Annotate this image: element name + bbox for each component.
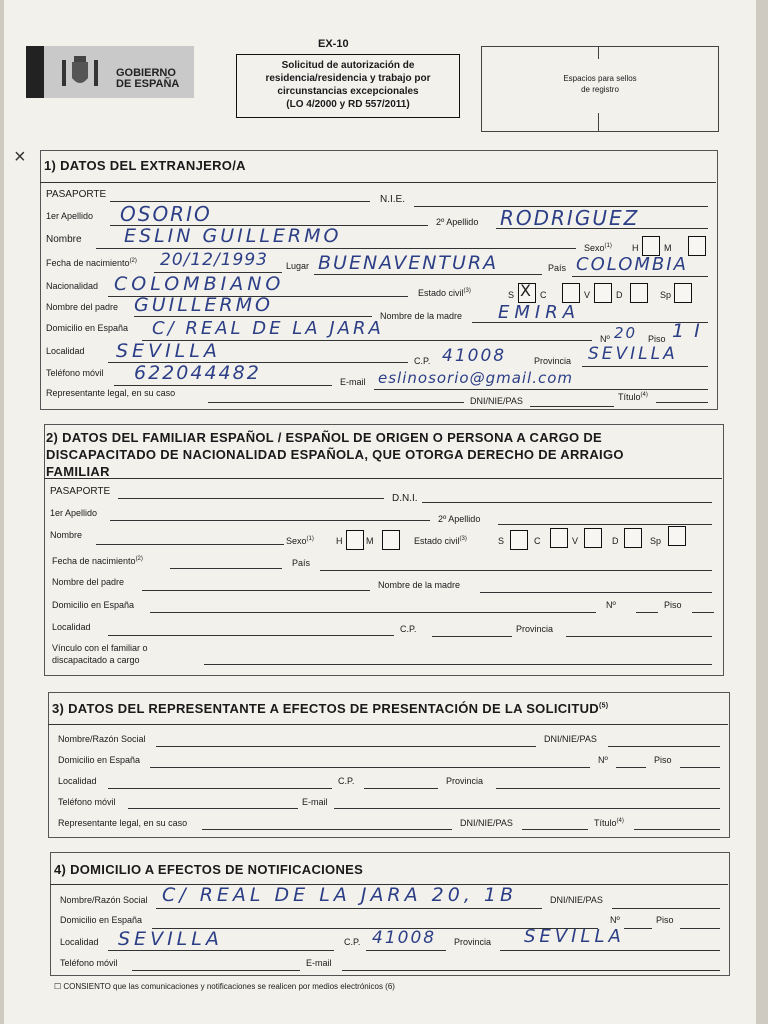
s1-padre-label: Nombre del padre [46,302,119,312]
s1-estado-sp-box[interactable] [674,283,692,303]
section-3-title [52,701,608,716]
s3-telefono-field[interactable] [128,808,298,809]
s2-vinculo-label-2: discapacitado a cargo [52,655,140,665]
s1-sexo-m-box[interactable] [688,236,706,256]
title-line-3: circunstancias excepcionales [277,86,419,97]
s4-piso-field[interactable] [680,928,720,929]
s4-nombre-field[interactable] [156,908,542,909]
s2-sexo-label [286,536,314,546]
s3-dni-field[interactable] [608,746,720,747]
s2-estado-s-box[interactable] [510,530,528,550]
s1-c-label: C [540,290,547,300]
s3-nombre-label: Nombre/Razón Social [58,734,146,744]
s2-fecha-sup: (2) [135,556,143,562]
s3-representante-field[interactable] [202,829,452,830]
s1-domicilio-label: Domicilio en España [46,323,129,333]
s1-d-label: D [616,290,623,300]
s1-sp-label: Sp [660,290,672,300]
s1-nombre-value: ESLIN GUILLERMO [124,225,342,247]
s1-pais-value: COLOMBIA [576,254,688,275]
consent-checkbox-text[interactable]: ☐ CONSIENTO que las comunicaciones y notificaciones se realicen por medios electrónicos (6) [54,982,395,991]
s1-provincia-field[interactable] [582,366,708,367]
s2-madre-label: Nombre de la madre [378,580,461,590]
s4-localidad-field[interactable] [108,950,334,951]
s3-dni2-field[interactable] [522,829,588,830]
s1-apellido1-label: 1er Apellido [46,211,94,221]
s1-nombre-field[interactable] [96,248,576,249]
gov-line-1: GOBIERNO [116,67,176,79]
s3-localidad-label: Localidad [58,776,97,786]
s1-estado-d-box[interactable] [630,283,648,303]
s1-fecha-value: 20/12/1993 [160,250,268,270]
s1-sexo-sup: (1) [604,243,612,249]
s1-lugar-field[interactable] [314,274,542,275]
s3-numero-field[interactable] [616,767,646,768]
s1-sexo-label [584,243,612,253]
s1-madre-label: Nombre de la madre [380,311,463,321]
s1-dni-field[interactable] [530,406,614,407]
s1-cp-label: C.P. [414,356,431,366]
s4-provincia-value: SEVILLA [524,926,625,947]
s4-nombre-value: C/ REAL DE LA JARA 20, 1B [162,884,518,906]
s2-apellido2-label: 2º Apellido [438,514,481,524]
s2-vinculo-label-1: Vínculo con el familiar o [52,643,148,653]
coat-of-arms-icon [60,54,100,92]
s2-apellido1-label: 1er Apellido [50,508,98,518]
s1-fecha-label [46,258,137,268]
s1-telefono-label: Teléfono móvil [46,368,104,378]
s4-nombre-label: Nombre/Razón Social [60,895,148,905]
section-1-title: 1) DATOS DEL EXTRANJERO/A [44,158,246,173]
s2-fecha-label [52,556,143,566]
s2-fecha-field[interactable] [170,568,282,569]
s3-numero-label: Nº [598,755,608,765]
s1-numero-label: Nº [600,334,610,344]
s3-piso-field[interactable] [680,767,720,768]
s1-representante-label: Representante legal, en su caso [46,388,176,398]
flag-strip-icon [26,46,44,98]
s2-s-label: S [498,536,505,546]
s1-email-label: E-mail [340,377,366,387]
s2-estado-v-box[interactable] [584,528,602,548]
s2-v-label: V [572,536,579,546]
s4-localidad-label: Localidad [60,937,99,947]
s3-telefono-label: Teléfono móvil [58,797,116,807]
s1-h-label: H [632,243,639,253]
s1-titulo-sup: (4) [640,392,648,398]
s2-fecha-text: Fecha de nacimiento [52,556,136,566]
section-3-title-rule [48,724,728,725]
s2-h-label: H [336,536,343,546]
s2-sexo-m-box[interactable] [382,530,400,550]
s2-pais-label: País [292,558,311,568]
s1-fecha-sup: (2) [129,258,137,264]
s1-provincia-label: Provincia [534,356,572,366]
s2-dni-label: D.N.I. [392,493,418,504]
s3-localidad-field[interactable] [108,788,332,789]
s2-vinculo-field[interactable] [204,664,712,665]
s3-domicilio-label: Domicilio en España [58,755,141,765]
title-line-4: (LO 4/2000 y RD 557/2011) [286,99,410,110]
s4-email-field[interactable] [342,970,720,971]
s4-cp-label: C.P. [344,937,361,947]
s2-madre-field[interactable] [480,592,712,593]
s4-piso-label: Piso [656,915,674,925]
s4-telefono-label: Teléfono móvil [60,958,118,968]
s2-sexo-text: Sexo [286,536,307,546]
s1-email-field[interactable] [374,389,708,390]
s2-sexo-h-box[interactable] [346,530,364,550]
s1-v-label: V [584,290,591,300]
s1-lugar-value: BUENAVENTURA [318,252,499,274]
s4-telefono-field[interactable] [132,970,300,971]
s1-apellido1-value: OSORIO [120,202,212,226]
section-2-title-rule [44,478,722,479]
s2-sp-label: Sp [650,536,662,546]
s2-c-label: C [534,536,541,546]
s1-pais-label: País [548,263,567,273]
margin-mark: × [14,146,26,168]
s2-numero-field[interactable] [636,612,658,613]
s2-estado-civil-sup: (3) [459,536,467,542]
s2-pasaporte-label: PASAPORTE [50,486,111,497]
stamp-line-1: Espacios para sellos [563,74,637,83]
s1-titulo-label [618,392,648,402]
s2-numero-label: Nº [606,600,616,610]
s1-provincia-value: SEVILLA [588,344,678,364]
section-2-title-line-2: DISCAPACITADO DE NACIONALIDAD ESPAÑOLA, QUE OTORGA DERECHO DE ARRAIGO [46,447,624,462]
s1-fecha-text: Fecha de nacimiento [46,258,130,268]
s1-numero-value: 20 [614,324,638,342]
s3-nombre-field[interactable] [156,746,536,747]
s2-localidad-field[interactable] [108,635,394,636]
s2-padre-field[interactable] [142,590,370,591]
s4-provincia-label: Provincia [454,937,492,947]
s3-dni-label: DNI/NIE/PAS [544,734,597,744]
s3-titulo-field[interactable] [634,829,720,830]
form-title-box [236,54,460,118]
section-3-title-text: 3) DATOS DEL REPRESENTANTE A EFECTOS DE PRESENTACIÓN DE LA SOLICITUD [52,701,599,716]
section-4-title: 4) DOMICILIO A EFECTOS DE NOTIFICACIONES [54,862,364,877]
s2-estado-civil-text: Estado civil [414,536,460,546]
s2-estado-sp-box[interactable] [668,526,686,546]
stamp-tick-top [598,47,599,59]
s1-nombre-label: Nombre [46,234,82,245]
s3-representante-label: Representante legal, en su caso [58,818,188,828]
gov-name [116,68,179,90]
s1-estado-civil-text: Estado civil [418,288,464,298]
gov-line-2: DE ESPAÑA [116,78,180,90]
s2-estado-c-box[interactable] [550,528,568,548]
s3-titulo-label [594,818,624,828]
s1-telefono-value: 622044482 [134,362,261,384]
s1-dni-nie-pas-label: DNI/NIE/PAS [470,396,523,406]
s4-cp-field[interactable] [366,950,446,951]
s2-sexo-sup: (1) [306,536,314,542]
s2-domicilio-field[interactable] [150,612,596,613]
s3-email-label: E-mail [302,797,328,807]
s1-estado-s-mark: X [520,281,533,300]
s2-nombre-field[interactable] [96,544,284,545]
s4-numero-label: Nº [610,915,620,925]
s3-titulo-text: Título [594,818,617,828]
s3-cp-label: C.P. [338,776,355,786]
s2-cp-label: C.P. [400,624,417,634]
form-page [4,0,756,1024]
s3-titulo-sup: (4) [616,818,624,824]
s2-estado-d-box[interactable] [624,528,642,548]
s1-apellido2-label: 2º Apellido [436,217,479,227]
s2-padre-label: Nombre del padre [52,577,125,587]
s3-cp-field[interactable] [364,788,438,789]
s1-titulo-text: Título [618,392,641,402]
s1-pasaporte-label: PASAPORTE [46,189,107,200]
s1-madre-value: EMIRA [498,302,581,323]
s1-pais-field[interactable] [572,276,708,277]
s3-piso-label: Piso [654,755,672,765]
s1-piso-label: Piso [648,334,666,344]
s1-padre-value: GUILLERMO [134,294,273,316]
s1-sexo-text: Sexo [584,243,605,253]
section-2-title-line-3: FAMILIAR [46,464,110,479]
s1-cp-value: 41008 [442,346,507,366]
gov-logo-block [26,46,194,98]
stamp-text [482,73,718,95]
section-3-title-sup: (5) [598,702,609,710]
s1-piso-value: 1 I [672,320,702,342]
s1-lugar-label: Lugar [286,261,310,271]
s1-nie-label: N.I.E. [380,194,406,205]
title-line-1: Solicitud de autorización de [281,60,415,71]
s2-nombre-label: Nombre [50,530,83,540]
s2-pais-field[interactable] [320,570,712,571]
s3-email-field[interactable] [334,808,720,809]
s2-provincia-label: Provincia [516,624,554,634]
s1-nacionalidad-value: COLOMBIANO [114,273,285,295]
s2-cp-field[interactable] [432,636,512,637]
s1-email-value: eslinosorio@gmail.com [378,369,574,387]
s2-apellido2-field[interactable] [498,524,712,525]
section-1-title-rule [40,182,716,183]
s2-dni-field[interactable] [422,502,712,503]
stamp-tick-bottom [598,113,599,131]
s4-dni-field[interactable] [612,908,720,909]
s2-piso-field[interactable] [692,612,714,613]
s3-domicilio-field[interactable] [150,767,590,768]
form-code: EX-10 [318,38,349,50]
s2-localidad-label: Localidad [52,622,91,632]
s1-representante-field[interactable] [208,402,464,403]
s4-localidad-value: SEVILLA [118,928,223,950]
stamp-box [481,46,719,132]
s1-nacionalidad-label: Nacionalidad [46,281,99,291]
s3-provincia-label: Provincia [446,776,484,786]
s2-m-label: M [366,536,374,546]
s1-localidad-value: SEVILLA [116,340,221,362]
s1-titulo-field[interactable] [656,402,708,403]
s2-piso-label: Piso [664,600,682,610]
s3-provincia-field[interactable] [496,788,720,789]
section-2-title-line-1: 2) DATOS DEL FAMILIAR ESPAÑOL / ESPAÑOL DE ORIGEN O PERSONA A CARGO DE [46,430,602,445]
s3-dni2-label: DNI/NIE/PAS [460,818,513,828]
s1-s-label: S [508,290,515,300]
s4-cp-value: 41008 [372,928,437,948]
s2-estado-civil-label [414,536,467,546]
s4-dni-label: DNI/NIE/PAS [550,895,603,905]
s1-estado-civil-label [418,288,471,298]
s1-domicilio-value: C/ REAL DE LA JARA [152,318,384,339]
s1-telefono-field[interactable] [114,385,332,386]
s2-domicilio-label: Domicilio en España [52,600,135,610]
s1-apellido2-value: RODRIGUEZ [500,206,640,230]
s1-padre-field[interactable] [134,316,372,317]
s4-email-label: E-mail [306,958,332,968]
s1-m-label: M [664,243,672,253]
s2-d-label: D [612,536,619,546]
s1-estado-v-box[interactable] [594,283,612,303]
s4-domicilio-label: Domicilio en España [60,915,143,925]
s1-localidad-label: Localidad [46,346,85,356]
s2-apellido1-field[interactable] [110,520,430,521]
title-line-2: residencia/residencia y trabajo por [265,73,431,84]
s1-sexo-h-box[interactable] [642,236,660,256]
s2-pasaporte-field[interactable] [118,498,384,499]
stamp-line-2: de registro [581,85,619,94]
s2-provincia-field[interactable] [566,636,712,637]
s4-numero-field[interactable] [624,928,652,929]
s1-estado-c-box[interactable] [562,283,580,303]
s4-provincia-field[interactable] [500,950,720,951]
s1-estado-civil-sup: (3) [463,288,471,294]
